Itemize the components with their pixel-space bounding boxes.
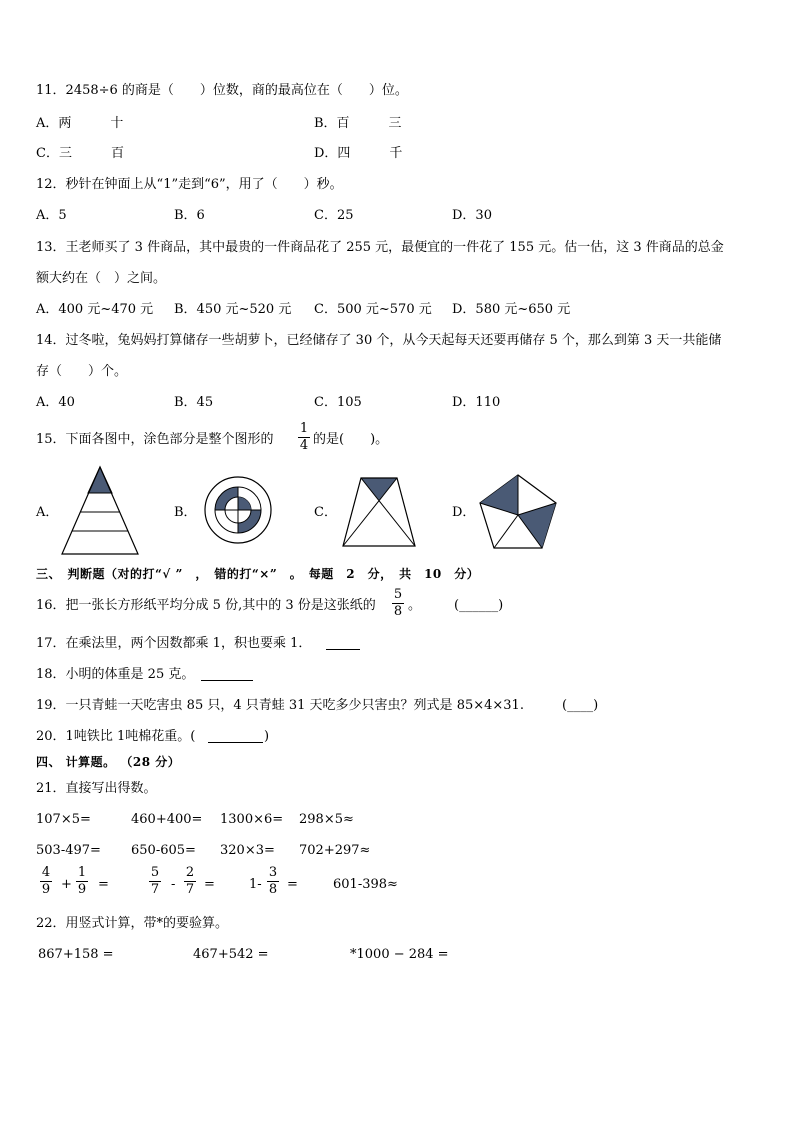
q14-option-a: A．40	[36, 395, 75, 410]
q15-label-d: D．	[452, 505, 476, 520]
q11-option-a: A．两 十	[36, 116, 124, 131]
q14-option-c: C．105	[314, 395, 362, 410]
q11-text: 11．2458÷6 的商是（ ）位数，商的最高位在（ ）位。	[36, 83, 408, 98]
q14-line1: 14．过冬啦，兔妈妈打算储存一些胡萝卜，已经储存了 30 个，从今天起每天还要再储存 5 个，那么到第 3 天一共能储	[36, 333, 722, 348]
q21-frac-3	[149, 866, 161, 897]
section4-title: 四、 计算题。 （28 分）	[36, 755, 181, 769]
q19-text: 19．一只青蛙一天吃害虫 85 只，4 只青蛙 31 天吃多少只害虫？列式是 85×4×31.	[36, 698, 524, 713]
frac-num: 2	[185, 865, 195, 880]
frac-den: 8	[268, 882, 278, 897]
q15-frac-den: 4	[299, 438, 309, 453]
frac-num: 4	[41, 865, 51, 880]
q12-text: 12．秒针在钟面上从“1”走到“6”，用了（ ）秒。	[36, 177, 343, 192]
frac-den: 9	[77, 882, 87, 897]
q22-item-2: 467+542 =	[193, 947, 269, 962]
frac-num: 3	[268, 865, 278, 880]
frac-den: 7	[185, 882, 195, 897]
q12-option-a: A．5	[36, 208, 67, 223]
q21-frac-4	[184, 866, 196, 897]
q12-option-d: D．30	[452, 208, 492, 223]
q21-eq-2: =	[204, 877, 215, 892]
q21-plus: +	[61, 877, 72, 892]
q13-option-a: A．400 元~470 元	[36, 302, 154, 317]
q16-dot: 。	[408, 598, 422, 613]
q11-option-d: D．四 千	[314, 146, 403, 161]
q13-line2: 额大约在（ ）之间。	[36, 271, 167, 286]
q21-one-minus: 1-	[249, 877, 262, 892]
q21-r2-c2: 650-605=	[131, 843, 196, 858]
q22-text: 22．用竖式计算，带*的要验算。	[36, 916, 229, 931]
q21-r2-c1: 503-497=	[36, 843, 101, 858]
q16-frac-num: 5	[393, 587, 403, 602]
q21-frac-2	[76, 866, 88, 897]
q15-prefix: 15．下面各图中，涂色部分是整个图形的	[36, 432, 274, 447]
q13-line1: 13．王老师买了 3 件商品，其中最贵的一件商品花了 255 元，最便宜的一件花了 155 元。估一估，这 3 件商品的总金	[36, 240, 724, 255]
q16-fraction	[392, 588, 404, 619]
q21-frac-5	[267, 866, 279, 897]
q21-r1-c3: 1300×6=	[220, 812, 284, 827]
q22-item-1: 867+158 =	[38, 947, 114, 962]
q14-option-b: B．45	[174, 395, 214, 410]
q15-frac-num: 1	[299, 421, 309, 436]
q21-r2-c3: 320×3=	[220, 843, 275, 858]
q15-fraction	[298, 422, 310, 453]
q19-answer-blank[interactable]: (____)	[562, 698, 599, 713]
figure-a-triangle	[60, 465, 140, 557]
q13-option-c: C．500 元~570 元	[314, 302, 432, 317]
q16-text: 16．把一张长方形纸平均分成 5 份,其中的 3 份是这张纸的	[36, 598, 376, 613]
q16-frac-den: 8	[393, 604, 403, 619]
section3-title: 三、 判断题（对的打“√ ” ， 错的打“×” 。 每题 2 分， 共 10 分）	[36, 567, 480, 581]
q11-option-c: C．三 百	[36, 146, 124, 161]
frac-den: 7	[150, 882, 160, 897]
q18-answer-blank[interactable]	[201, 667, 253, 681]
q13-option-b: B．450 元~520 元	[174, 302, 292, 317]
q21-r1-c4: 298×5≈	[299, 812, 354, 827]
figure-c-trapezoid	[341, 476, 417, 548]
q17-answer-blank[interactable]	[326, 636, 360, 650]
q21-frac-1	[40, 866, 52, 897]
figure-b-circles	[203, 475, 273, 545]
q15-label-c: C．	[314, 505, 337, 520]
q16-answer-blank[interactable]: (______)	[454, 598, 504, 613]
q21-r2-c4: 702+297≈	[299, 843, 371, 858]
q21-eq-3: =	[287, 877, 298, 892]
q17-text: 17．在乘法里，两个因数都乘 1，积也要乘 1．	[36, 636, 312, 651]
q20-answer-blank[interactable]	[208, 729, 263, 743]
q14-option-d: D．110	[452, 395, 501, 410]
frac-num: 5	[150, 865, 160, 880]
q21-minus: -	[171, 877, 176, 892]
q12-option-b: B．6	[174, 208, 205, 223]
q20-close: )	[264, 729, 270, 744]
q15-label-a: A．	[36, 505, 59, 520]
q20-text: 20．1吨铁比 1吨棉花重。(	[36, 729, 196, 744]
q21-text: 21．直接写出得数。	[36, 781, 157, 796]
q15-label-b: B．	[174, 505, 197, 520]
q22-item-3: *1000 − 284 =	[350, 947, 449, 962]
frac-den: 9	[41, 882, 51, 897]
q13-option-d: D．580 元~650 元	[452, 302, 571, 317]
q11-option-b: B．百 三	[314, 116, 402, 131]
q21-eq-1: =	[98, 877, 109, 892]
figure-d-pentagon	[478, 473, 558, 551]
q14-line2: 存（ ）个。	[36, 364, 128, 379]
q12-option-c: C．25	[314, 208, 354, 223]
q21-r1-c1: 107×5=	[36, 812, 91, 827]
q21-r1-c2: 460+400=	[131, 812, 203, 827]
q18-text: 18．小明的体重是 25 克。	[36, 667, 195, 682]
q21-last: 601-398≈	[333, 877, 398, 892]
frac-num: 1	[77, 865, 87, 880]
q15-suffix: 的是( )。	[313, 432, 389, 447]
